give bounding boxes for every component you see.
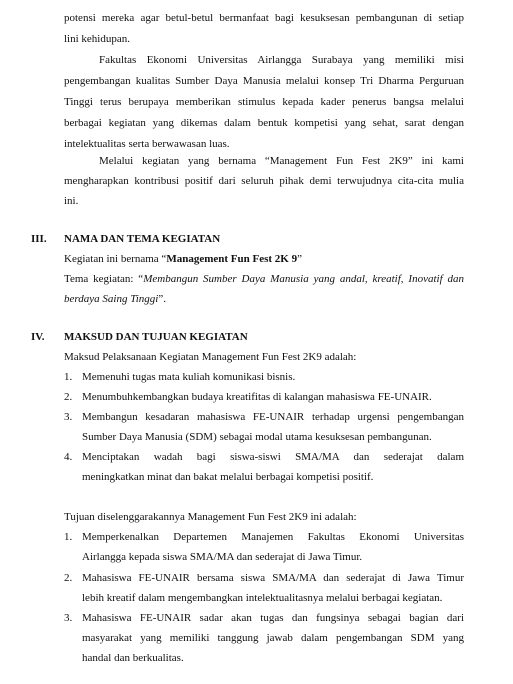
section-3-title: NAMA DAN TEMA KEGIATAN bbox=[64, 233, 221, 245]
tujuan-item-2-line-1: Mahasiswa FE-UNAIR bersama siswa SMA/MA dan sederajat di Jawa Timur bbox=[82, 572, 464, 584]
maksud-intro: Maksud Pelaksanaan Kegiatan Management Fun Fest 2K9 adalah: bbox=[64, 351, 357, 363]
section-4-title: MAKSUD DAN TUJUAN KEGIATAN bbox=[64, 331, 248, 343]
tujuan-item-3-line-2: masyarakat yang memiliki tanggung jawab dalam pengembangan SDM yang bbox=[82, 632, 464, 644]
intro-paragraph-0-line-1: potensi mereka agar betul-betul bermanfaat bagi kesuksesan pembangunan di setiap bbox=[64, 12, 464, 24]
activity-name-prefix: Kegiatan ini bernama “ bbox=[64, 253, 167, 265]
tujuan-item-1-line-1: Memperkenalkan Departemen Manajemen Fakultas Ekonomi Universitas bbox=[82, 531, 464, 543]
maksud-item-3-number: 3. bbox=[64, 411, 73, 423]
tujuan-item-3-line-1: Mahasiswa FE-UNAIR sadar akan tugas dan fungsinya sebagai bagian dari bbox=[82, 612, 464, 624]
maksud-item-4-number: 4. bbox=[64, 451, 73, 463]
tujuan-item-3-line-3: handal dan berkualitas. bbox=[82, 652, 184, 664]
maksud-item-1-text: Memenuhi tugas mata kuliah komunikasi bisnis. bbox=[82, 371, 296, 383]
theme-text-1: Membangun Sumber Daya Manusia yang andal, kreatif, Inovatif dan bbox=[143, 273, 464, 285]
maksud-item-4-line-2: meningkatkan minat dan bakat melalui berbagai kompetisi positif. bbox=[82, 471, 374, 483]
theme-text-2: berdaya Saing Tinggi bbox=[64, 293, 159, 305]
section-4-number: IV. bbox=[31, 331, 45, 343]
theme-suffix: ”. bbox=[158, 293, 166, 305]
maksud-item-3-line-1: Membangun kesadaran mahasiswa FE-UNAIR terhadap urgensi pengembangan bbox=[82, 411, 464, 423]
section-3-theme-line-2 bbox=[64, 292, 464, 306]
intro-paragraph-1-line-4: berbagai kegiatan yang dikemas dalam bentuk kompetisi yang sehat, sarat dengan bbox=[64, 117, 464, 129]
activity-name-suffix: ” bbox=[297, 253, 302, 265]
section-3-number: III. bbox=[31, 233, 47, 245]
tujuan-intro: Tujuan diselenggarakannya Management Fun Fest 2K9 ini adalah: bbox=[64, 511, 357, 523]
tujuan-item-2-number: 2. bbox=[64, 572, 73, 584]
maksud-item-1-number: 1. bbox=[64, 371, 73, 383]
intro-paragraph-1-line-2: pengembangan kualitas Sumber Daya Manusia melalui konsep Tri Dharma Perguruan bbox=[64, 75, 464, 87]
intro-paragraph-1-line-5: intelektualitas serta berwawasan luas. bbox=[64, 138, 230, 150]
activity-name-value: Management Fun Fest 2K 9 bbox=[166, 253, 298, 265]
intro-paragraph-2-line-3: ini. bbox=[64, 195, 79, 207]
intro-paragraph-2-line-2: mengharapkan kontribusi positif dari seluruh pihak demi terwujudnya cita-cita mulia bbox=[64, 175, 464, 187]
intro-paragraph-1-line-3: Tinggi terus berupaya memberikan stimulus kepada kader penerus bangsa melalui bbox=[64, 96, 464, 108]
tujuan-item-3-number: 3. bbox=[64, 612, 73, 624]
maksud-item-3-line-2: Sumber Daya Manusia (SDM) sebagai modal utama kesuksesan pembangunan. bbox=[82, 431, 432, 443]
intro-paragraph-2-line-1: Melalui kegiatan yang bernama “Management Fun Fest 2K9” ini kami bbox=[99, 155, 464, 167]
maksud-item-4-line-1: Menciptakan wadah bagi siswa-siswi SMA/MA dan sederajat dalam bbox=[82, 451, 464, 463]
maksud-item-2-number: 2. bbox=[64, 391, 73, 403]
intro-paragraph-1-line-1: Fakultas Ekonomi Universitas Airlangga Surabaya yang memiliki misi bbox=[99, 54, 464, 66]
section-3-activity-name bbox=[64, 252, 464, 266]
tujuan-item-1-line-2: Airlangga kepada siswa SMA/MA dan sederajat di Jawa Timur. bbox=[82, 551, 363, 563]
intro-paragraph-0-line-2: lini kehidupan. bbox=[64, 33, 130, 45]
tujuan-item-1-number: 1. bbox=[64, 531, 73, 543]
maksud-item-2-text: Menumbuhkembangkan budaya kreatifitas di kalangan mahasiswa FE-UNAIR. bbox=[82, 391, 432, 403]
section-3-theme-line-1 bbox=[64, 272, 464, 286]
theme-prefix: Tema kegiatan: “ bbox=[64, 273, 144, 285]
tujuan-item-2-line-2: lebih kreatif dalam mengembangkan intelektualitasnya melalui berbagai kegiatan. bbox=[82, 592, 443, 604]
